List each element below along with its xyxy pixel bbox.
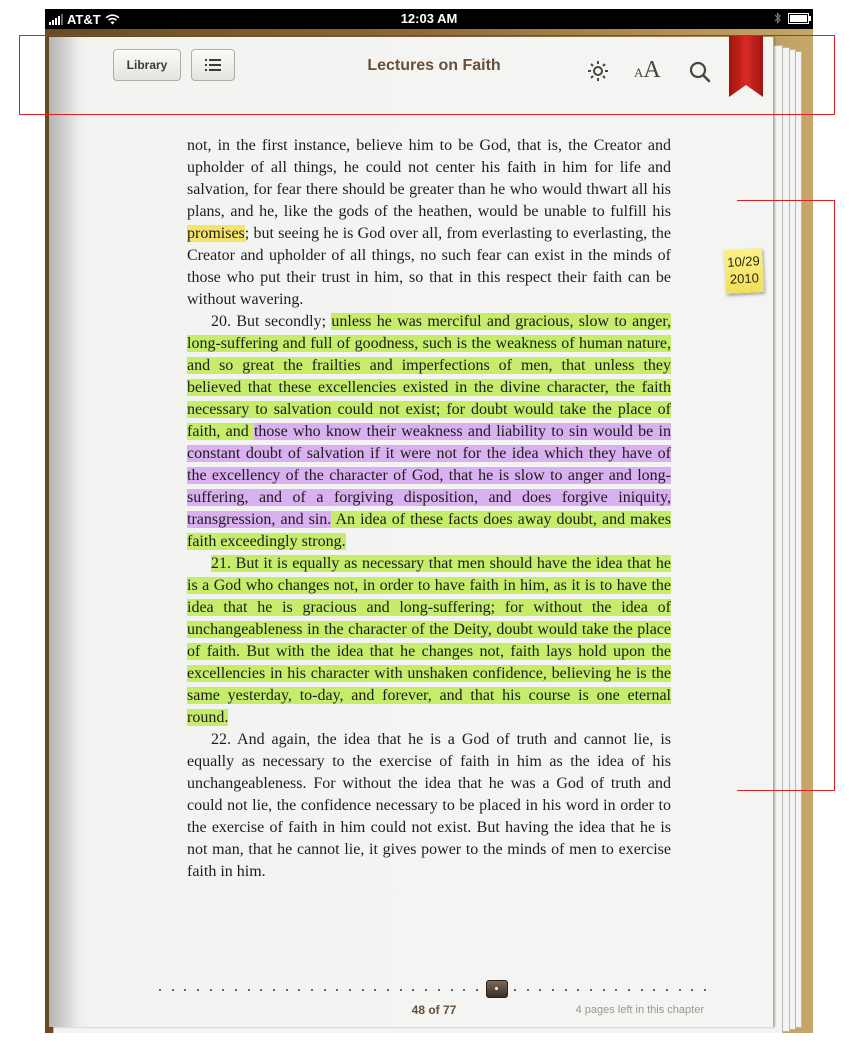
scrubber-dot xyxy=(222,989,224,991)
scrubber-dot xyxy=(286,989,288,991)
scrubber-dot xyxy=(691,989,693,991)
library-button[interactable]: Library xyxy=(113,49,181,81)
text-run: 22. And again, the idea that he is a God of truth and cannot lie, is equally as necessary to the exercise of faith in him as the idea of his unchangeableness. For without the idea that he was a God of truth and could not lie, the confidence necessary to be placed in his word in order to the exercise of faith in him could not exist. But having the idea that he is not man, that he cannot lie, it gives power to the minds of men to exercise faith in him. xyxy=(187,731,671,880)
annotation-bracket xyxy=(737,200,835,791)
scrubber-dot xyxy=(552,989,554,991)
scrubber-dot xyxy=(603,989,605,991)
scrubber-dot xyxy=(641,989,643,991)
note-date-line: 10/29 xyxy=(726,253,761,270)
scrubber-dot xyxy=(248,989,250,991)
pages-left-in-chapter: 4 pages left in this chapter xyxy=(575,1004,704,1016)
scrubber-dot xyxy=(666,989,668,991)
highlight-yellow[interactable]: promises xyxy=(187,225,245,242)
scrubber-dot xyxy=(463,989,465,991)
page-scrubber[interactable] xyxy=(159,986,704,996)
scrubber-dot xyxy=(159,989,161,991)
text-run: ; but seeing he is God over all, from everlasting to everlasting, the Creator and upholder of all things, no such fear can exist in the minds of those who put their trust in him, so that in this respect their faith can be without wavering. xyxy=(187,225,671,308)
scrubber-dot xyxy=(349,989,351,991)
scrubber-dot xyxy=(577,989,579,991)
font-large-glyph: A xyxy=(643,57,661,83)
page-gutter-shadow xyxy=(49,37,79,1027)
scrubber-dot xyxy=(374,989,376,991)
status-bar xyxy=(45,9,813,29)
scrubber-dot xyxy=(210,989,212,991)
book-page[interactable] xyxy=(49,37,774,1027)
scrubber-dot xyxy=(590,989,592,991)
paragraph-21 xyxy=(187,553,671,729)
status-right xyxy=(774,12,809,24)
scrubber-dot xyxy=(298,989,300,991)
scrubber-dot xyxy=(628,989,630,991)
text-run: not, in the first instance, believe him to be God, that is, the Creator and upholder of all things, he could not center his faith in him for life and salvation, for fear there should be greater than he who would thwart all his plans, and he, like the gods of the heathen, would be unable to fulfill his xyxy=(187,137,671,220)
page-scrubber-knob[interactable] xyxy=(486,980,508,998)
scrubber-dot xyxy=(324,989,326,991)
highlight-green[interactable]: 21. But it is equally as necessary that men should have the idea that he is a God who changes not, in order to have faith in him, as it is to have the idea that he is gracious and long-suffering; for without the idea of unchangeableness in the character of the Deity, doubt would take the place of faith. But with the idea that he changes not, faith lays hold upon the excellencies in his character with unshaken confidence, believing he is the same yesterday, to-day, and forever, and that his course is one eternal round. xyxy=(187,555,671,726)
scrubber-dot xyxy=(615,989,617,991)
scrubber-dot xyxy=(679,989,681,991)
highlight-green[interactable]: unless he was merciful and gracious, slow to anger, long-suffering and full of goodness, such is the weakness of human nature, and so great the frailties and imperfections of men, that unless they believed that these excellencies existed in the divine character, the faith necessary to salvation could not exist; for doubt would take the place of faith, and xyxy=(187,313,672,440)
scrubber-dot xyxy=(451,989,453,991)
scrubber-dot xyxy=(539,989,541,991)
ipad-screen xyxy=(45,9,813,1033)
scrubber-dot xyxy=(565,989,567,991)
highlight-purple[interactable]: those who know their weakness and liability to sin would be in constant doubt of salvation if it were not for the idea which they have of the excellency of the character of God, that he is slow to anger and long-suffering, and of a forgiving disposition, and does forgive iniquity, transgression, and sin. xyxy=(187,423,671,528)
carrier-label: AT&T xyxy=(67,12,101,27)
scrubber-dot xyxy=(476,989,478,991)
scrubber-dot xyxy=(197,989,199,991)
paragraph-20 xyxy=(187,311,671,553)
paragraph xyxy=(187,135,671,311)
page-number: 48 of 77 xyxy=(411,1003,457,1017)
scrubber-dot xyxy=(514,989,516,991)
annotation-box-toolbar xyxy=(19,35,835,115)
scrubber-dot xyxy=(425,989,427,991)
scrubber-dot xyxy=(235,989,237,991)
scrubber-dot xyxy=(438,989,440,991)
book-cover xyxy=(45,29,813,1033)
note-date-line: 2010 xyxy=(729,270,760,287)
scrubber-dot xyxy=(387,989,389,991)
font-small-glyph: A xyxy=(634,65,644,80)
scrubber-dot xyxy=(184,989,186,991)
text-run: 20. But secondly; xyxy=(211,313,332,330)
scrubber-dot xyxy=(704,989,706,991)
clock: 12:03 AM xyxy=(400,11,458,26)
scrubber-dot xyxy=(336,989,338,991)
scrubber-dot xyxy=(527,989,529,991)
paragraph-22 xyxy=(187,729,671,883)
scrubber-dot xyxy=(412,989,414,991)
battery-icon xyxy=(788,13,809,24)
scrubber-dot xyxy=(311,989,313,991)
scrubber-dot xyxy=(260,989,262,991)
scrubber-dot xyxy=(400,989,402,991)
scrubber-dot xyxy=(172,989,174,991)
scrubber-dot xyxy=(273,989,275,991)
book-title: Lectures on Faith xyxy=(367,57,501,74)
scrubber-dot xyxy=(653,989,655,991)
highlight-green[interactable]: An idea of these facts does away doubt, and makes faith exceedingly strong. xyxy=(187,511,671,550)
scrubber-dot xyxy=(362,989,364,991)
bluetooth-icon xyxy=(774,12,782,24)
page-body-text[interactable] xyxy=(187,135,671,883)
